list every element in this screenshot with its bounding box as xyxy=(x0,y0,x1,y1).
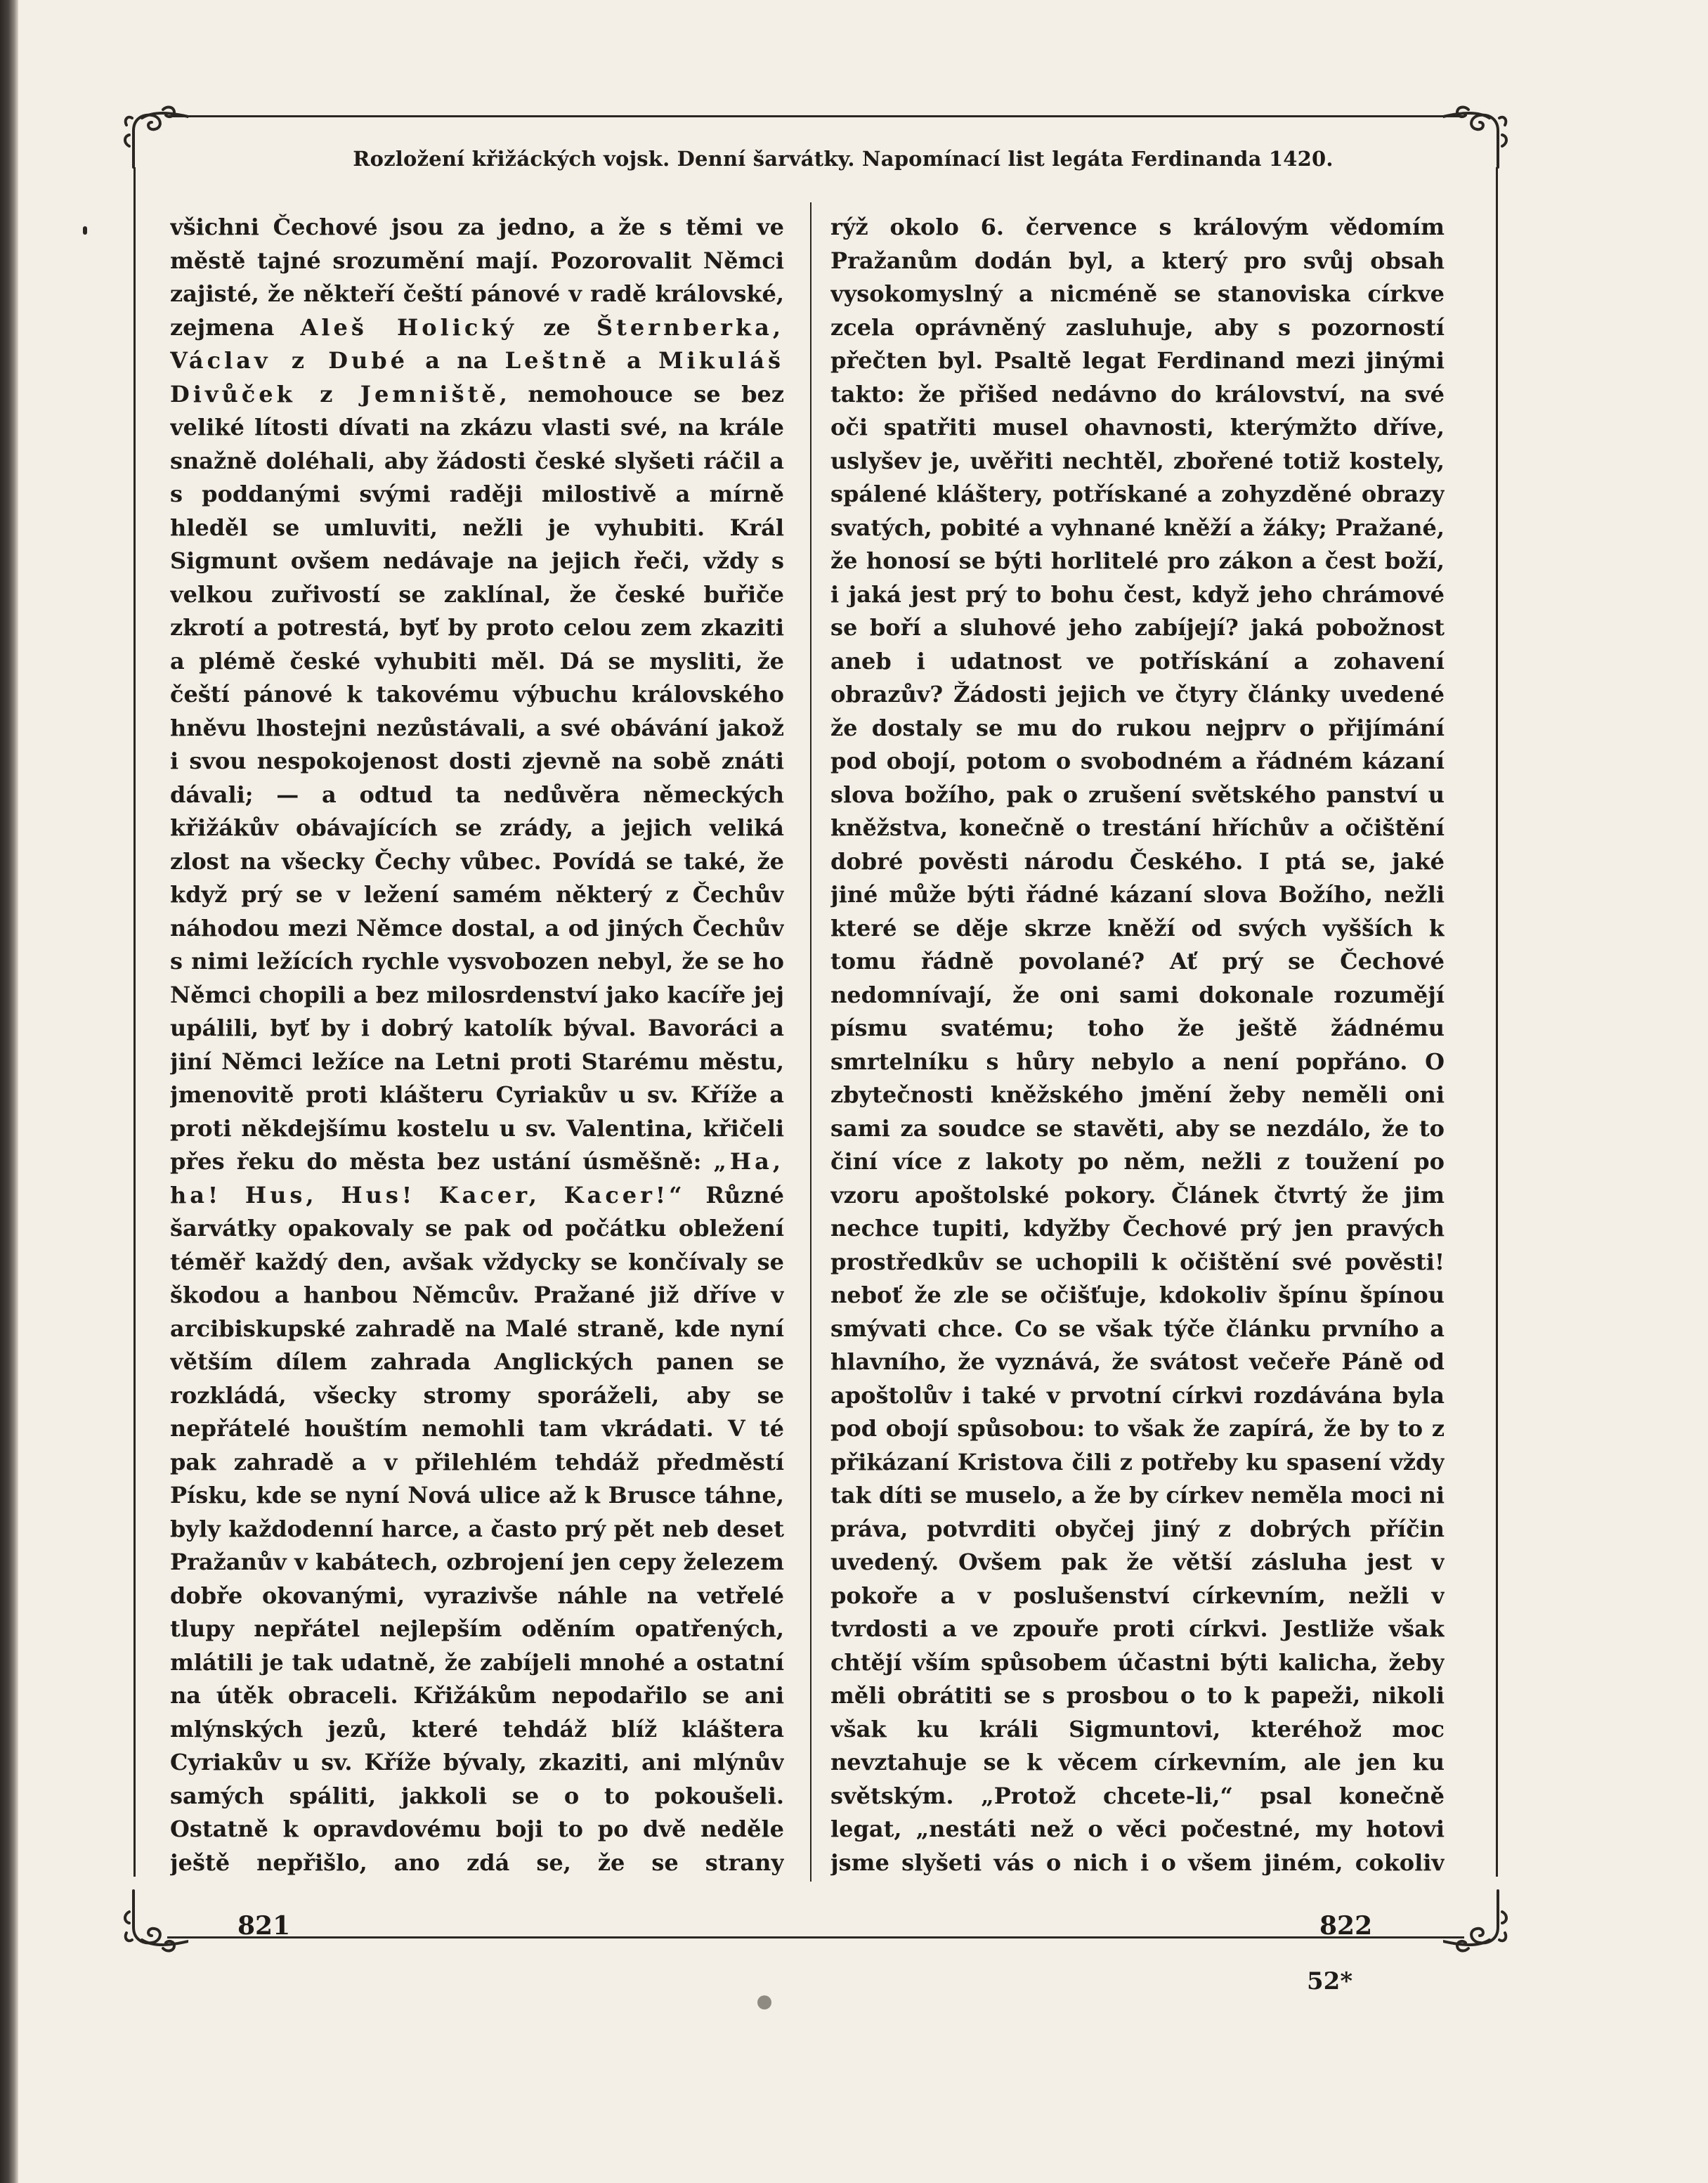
scroll-flourish-icon xyxy=(1443,1886,1511,1954)
text-column-left xyxy=(170,211,784,1883)
frame-top-rule xyxy=(167,115,1464,117)
paragraph: rýž okolo 6. července s královým vědomím Pražanům dodán byl, a který pro svůj obsah vysokomyslný a nicméně se stanoviska církve zcela oprávněný zasluhuje, aby s pozorností přečten byl. Psaltě legat Ferdinand mezi jinými takto: že přišed nedávno do království, na své oči spatřiti musel ohavnosti, kterýmžto dříve, uslyšev je, uvěřiti nechtěl, zbořené totiž kostely, spálené kláštery, potřískané a zohyzděné obrazy svatých, pobité a vyhnané kněží a žáky; Pražané, že honosí se býti horlitelé pro zákon a čest boží, i jaká jest prý to bohu čest, když jeho chrámové se boří a sluhové jeho zabíjejí? jaká pobožnost aneb i udatnost ve potřískání a zohavení obrazův? Žádosti jejich ve čtyry články uvedené že dostaly se mu do rukou nejprv o přijímání pod obojí, potom o svobodném a řádném kázaní slova božího, pak o zrušení světského panství u kněžstva, konečně o trestání hříchův a očištění dobré pověsti národu Českého. I ptá se, jaké jiné může býti řádné kázaní slova Božího, nežli které se děje skrze kněží od svých vyšších k tomu řádně povolané? Ať prý se Čechové nedomnívají, že oni sami dokonale rozumějí písmu svatému; toho že ještě žádnému smrtelníku s hůry nebylo a není popřáno. O zbytečnosti kněžského jmění žeby neměli oni sami za soudce se stavěti, aby se nezdálo, že to činí více z lakoty po něm, nežli z toužení po vzoru apoštolské pokory. Článek čtvrtý že jim nechce tupiti, kdyžby Čechové prý jen pravých prostředkův se uchopili k očištění své pověsti! neboť že zle se očišťuje, kdokoliv špínu špínou smývati chce. Co se však týče článku prvního a hlavního, že vyznává, že svátost večeře Páně od apoštolův i také v prvotní církvi rozdávána byla pod obojí spůsobou: to však že zapírá, že by to z přikázaní Kristova čili z potřeby ku spasení vždy tak díti se muselo, a že by církev neměla moci ni práva, potvrditi obyčej jiný z dobrých příčin uvedený. Ovšem pak že větší zásluha jest v pokoře a v poslušenství církevním, nežli v tvrdosti a ve zpouře proti církvi. Jestliže však chtějí vším spůsobem účastni býti kalicha, žeby měli obrátiti se s prosbou o to k papeži, nikoli však ku králi Sigmuntovi, kteréhož moc nevztahuje se k věcem církevním, ale jen ku světským. „Protož chcete-li,“ psal konečně legat, „nestáti než o věci počestné, my hotovi jsme slyšeti vás o nich i o všem jiném, cokoliv xyxy=(830,214,1445,1876)
text-run: ze xyxy=(517,313,597,341)
scroll-flourish-icon xyxy=(121,1886,188,1954)
ink-mark xyxy=(83,226,87,235)
spaced-name: Šternberka, Václav z Dubé xyxy=(170,313,784,374)
frame-bottom-rule xyxy=(167,1936,1464,1938)
spaced-name: Leštně xyxy=(504,347,610,374)
running-head: Rozložení křižáckých vojsk. Denní šarvátky. Napomínací list legáta Ferdinanda 1420. xyxy=(353,147,1334,171)
spaced-name: Aleš Holický xyxy=(300,313,518,341)
text-run: , nemohouce se bez veliké lítosti dívati na zkázu vlasti své, na krále snažně doléhali, aby žádosti české slyšeti ráčil a s poddanými svými raději milostivě a mírně hleděl se umluviti, nežli je vyhubiti. Král Sigmunt ovšem nedávaje na jejich řeči, vždy s velkou zuřivostí se zaklínal, že české buřiče zkrotí a potrestá, byť by proto celou zem zkaziti a plémě české vyhubiti měl. Dá se mysliti, že čeští pánové k takovému výbuchu královského hněvu lhostejni nezůstávali, a své obávání jakož i svou nespokojenost dosti zjevně na sobě znáti dávali; — a odtud ta nedůvěra německých křižákův obávajících se zrády, a jejich veliká zlost na všecky Čechy vůbec. Povídá se také, že když prý se v ležení samém některý z Čechův náhodou mezi Němce dostal, a od jiných Čechův s nimi ležících rychle vysvobozen nebyl, že se ho Němci chopili a bez milosrdenství jako kacíře jej upálili, byť by i dobrý katolík býval. Bavoráci a jiní Němci ležíce na Letni proti Starému městu, jmenovitě proti klášteru Cyriakův u sv. Kříže a proti někdejšímu kostelu u sv. Valentina, křičeli přes řeku do města bez ustání úsměšně: xyxy=(170,380,784,1175)
book-binding-edge xyxy=(0,0,18,2183)
text-run: všichni Čechové jsou za jedno, a že s těmi ve městě tajné srozumění mají. Pozorovalit Němci zajisté, že někteří čeští pánové v radě královské, zejmena xyxy=(170,214,784,341)
spaced-name: Mikuláš Divůček z Jemniště xyxy=(170,347,784,408)
frame-left-rule xyxy=(133,167,136,1877)
text-run: a xyxy=(609,347,659,374)
paragraph xyxy=(170,211,784,1883)
page-number-left: 821 xyxy=(237,1911,291,1941)
column-divider xyxy=(810,202,811,1882)
page-number-right: 822 xyxy=(1319,1911,1373,1941)
frame-right-rule xyxy=(1496,167,1498,1877)
signature-mark: 52* xyxy=(1307,1967,1353,1995)
scroll-flourish-icon xyxy=(121,104,188,171)
text-run: Různé šarvátky opakovaly se pak od počátku obležení téměř každý den, avšak vždycky se končívaly se škodou a hanbou Němcův. Pražané již dříve v arcibiskupské zahradě na Malé straně, kde nyní větším dílem zahrada Anglických panen se rozkládá, všecky stromy sporáželi, aby se nepřátelé houštím nemohli tam vkrádati. V té pak zahradě a v přilehlém tehdáž předměstí Písku, kde se nyní Nová ulice až k Brusce táhne, byly každodenní harce, a často prý pět neb deset Pražanův v kabátech, ozbrojení jen cepy železem dobře okovanými, vyrazivše náhle na vetřelé tlupy nepřátel nejlepším oděním opatřených, mlátili je tak udatně, že zabíjeli mnohé a ostatní na útěk obraceli. Křižákům nepodařilo se ani mlýnských jezů, které tehdáž blíž kláštera Cyriakův u sv. Kříže bývaly, zkaziti, ani mlýnův samých spáliti, jakkoli se o to pokoušeli. Ostatně k opravdovému boji to po dvě neděle ještě nepřišlo, ano zdá se, že se strany xyxy=(170,1181,784,1876)
paper-spot xyxy=(757,1995,771,2009)
text-run: a na xyxy=(408,347,505,374)
scroll-flourish-icon xyxy=(1443,104,1511,171)
text-column-right xyxy=(830,211,1445,1883)
spaced-quote: „Ha, ha! Hus, Hus! Kacer, Kacer!“ xyxy=(170,1148,784,1208)
